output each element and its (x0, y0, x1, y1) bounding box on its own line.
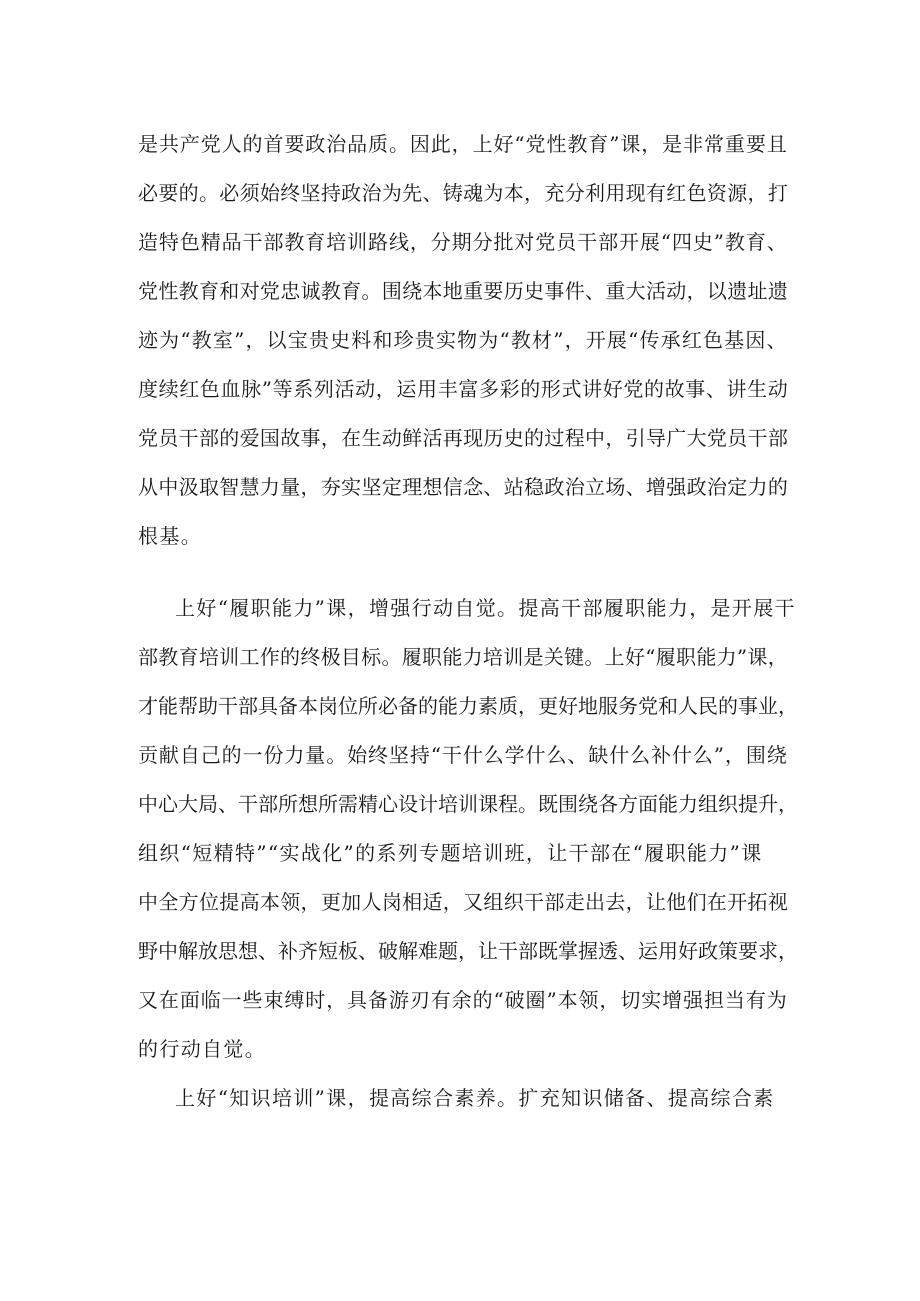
paragraph-1-line-6: 度续红色血脉”等系列活动，运用丰富多彩的形式讲好党的故事、讲生动 (138, 377, 789, 401)
paragraph-1-line-7: 党员干部的爱国故事，在生动鲜活再现历史的过程中，引导广大党员干部 (138, 426, 789, 450)
paragraph-2-line-6: 组织“短精特”“实战化”的系列专题培训班，让干部在“履职能力”课 (138, 841, 763, 865)
paragraph-1-line-1: 是共产党人的首要政治品质。因此，上好“党性教育”课，是非常重要且 (138, 132, 788, 156)
paragraph-1-line-3: 造特色精品干部教育培训路线，分期分批对党员干部开展“四史”教育、 (138, 230, 788, 254)
paragraph-3-line-1: 上好“知识培训”课，提高综合素养。扩充知识储备、提高综合素 (175, 1086, 775, 1110)
paragraph-1-line-4: 党性教育和对党忠诚教育。围绕本地重要历史事件、重大活动，以遗址遗 (138, 279, 789, 303)
paragraph-2-line-5: 中心大局、干部所想所需精心设计培训课程。既围绕各方面能力组织提升， (138, 792, 798, 816)
paragraph-2-line-9: 又在面临一些束缚时，具备游刃有余的“破圈”本领，切实增强担当有为 (138, 988, 788, 1012)
paragraph-1-line-8: 从中汲取智慧力量，夯实坚定理想信念、站稳政治立场、增强政治定力的 (138, 475, 789, 499)
paragraph-2-line-1: 上好“履职能力”课，增强行动自觉。提高干部履职能力，是开展干 (175, 596, 796, 620)
paragraph-2-line-7: 中全方位提高本领，更加人岗相适，又组织干部走出去，让他们在开拓视 (138, 890, 789, 914)
paragraph-1-line-5: 迹为“教室”，以宝贵史料和珍贵实物为“教材”，开展“传承红色基因、 (138, 328, 788, 352)
paragraph-2-line-3: 才能帮助干部具备本岗位所必备的能力素质，更好地服务党和人民的事业， (138, 694, 798, 718)
paragraph-2-line-4: 贡献自己的一份力量。始终坚持“干什么学什么、缺什么补什么”，围绕 (138, 743, 788, 767)
paragraph-2-line-8: 野中解放思想、补齐短板、破解难题，让干部既掌握透、运用好政策要求， (138, 939, 798, 963)
paragraph-1-line-9: 根基。 (138, 524, 203, 548)
paragraph-2-line-10: 的行动自觉。 (138, 1037, 267, 1061)
paragraph-2-line-2: 部教育培训工作的终极目标。履职能力培训是关键。上好“履职能力”课， (138, 645, 788, 669)
paragraph-1-line-2: 必要的。必须始终坚持政治为先、铸魂为本，充分利用现有红色资源，打 (138, 181, 789, 205)
